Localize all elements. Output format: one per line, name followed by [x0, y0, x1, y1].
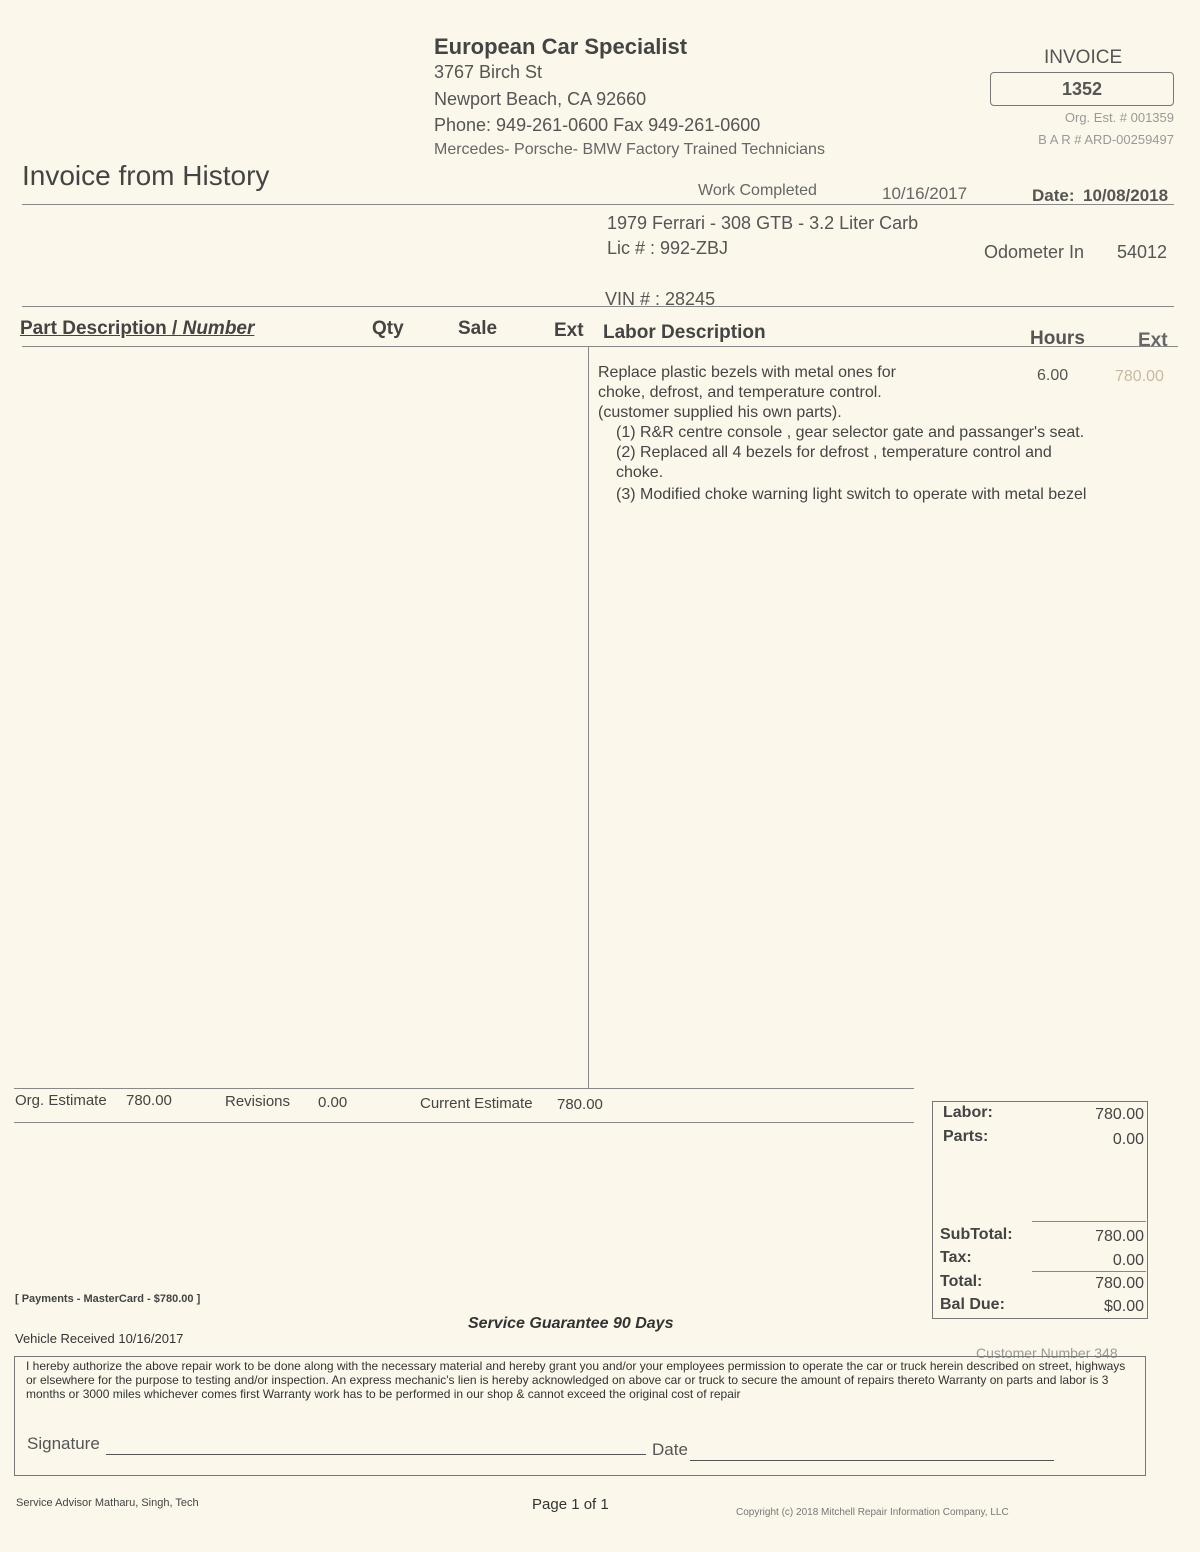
service-guarantee: Service Guarantee 90 Days: [468, 1315, 674, 1332]
document-title: Invoice from History: [22, 160, 270, 191]
subtotal-value: 780.00: [1095, 1228, 1144, 1245]
labor-sub-line: (3) Modified choke warning light switch to operate with metal bezel: [616, 486, 1087, 503]
qty-header: Qty: [372, 318, 404, 339]
parts-total-label: Parts:: [943, 1128, 989, 1145]
org-est-number: Org. Est. # 001359: [1064, 110, 1174, 125]
license-number: Lic # : 992-ZBJ: [607, 238, 729, 258]
date-signature-label: Date: [652, 1440, 688, 1459]
labor-total-label: Labor:: [943, 1104, 993, 1121]
payments-line: [ Payments - MasterCard - $780.00 ]: [15, 1293, 201, 1305]
labor-sub-line: (1) R&R centre console , gear selector gate and passanger's seat.: [616, 424, 1085, 441]
balance-due-value: $0.00: [1103, 1298, 1144, 1315]
date-signature-line[interactable]: [690, 1460, 1054, 1461]
copyright: Copyright (c) 2018 Mitchell Repair Information Company, LLC: [736, 1507, 1009, 1518]
page-number: Page 1 of 1: [532, 1496, 609, 1513]
total-value: 780.00: [1095, 1275, 1144, 1292]
subtotal-rule: [1032, 1221, 1146, 1222]
labor-ext-header: Ext: [1138, 330, 1168, 351]
labor-total-value: 780.00: [1095, 1106, 1144, 1123]
vehicle-description: 1979 Ferrari - 308 GTB - 3.2 Liter Carb: [607, 213, 919, 233]
invoice-label: INVOICE: [1044, 47, 1123, 68]
parts-ext-header: Ext: [554, 320, 584, 341]
customer-number: Customer Number 348: [976, 1345, 1118, 1361]
tax-value: 0.00: [1112, 1252, 1144, 1269]
org-estimate-value: 780.00: [126, 1092, 172, 1109]
vehicle-received: Vehicle Received 10/16/2017: [15, 1331, 184, 1346]
estimate-top-divider: [14, 1088, 914, 1089]
parts-total-value: 0.00: [1112, 1131, 1144, 1148]
invoice-date: 10/08/2018: [1083, 186, 1169, 205]
revisions-label: Revisions: [225, 1093, 291, 1110]
labor-line: Replace plastic bezels with metal ones for: [598, 364, 896, 381]
company-phone-fax: Phone: 949-261-0600 Fax 949-261-0600: [434, 115, 761, 135]
odometer-value: 54012: [1117, 242, 1168, 262]
work-completed-date: 10/16/2017: [882, 184, 968, 203]
signature-line[interactable]: [106, 1454, 646, 1455]
company-city: Newport Beach, CA 92660: [434, 89, 647, 109]
authorization-text: I hereby authorize the above repair work to be done along with the necessary material and hereby grant you and/or your employees permission to operate the car or truck herein described on street, highways or elsewhere for the purpose to testing and/or inspection. An express mechanic's lien is hereby acknowledged on above car or truck to secure the amount of repairs thereto Warranty on parts and labor is 3 months or 3000 miles whichever comes first Warranty work has to be performed in our shop & cannot exceed the original cost of repair: [26, 1359, 1126, 1401]
company-street: 3767 Birch St: [434, 62, 543, 82]
total-label: Total:: [940, 1273, 983, 1290]
labor-line: choke, defrost, and temperature control.: [598, 384, 882, 401]
title-divider: [22, 204, 1174, 205]
labor-ext: 780.00: [1115, 368, 1164, 385]
labor-description-header: Labor Description: [603, 322, 766, 343]
bar-number: B A R # ARD-00259497: [1038, 132, 1174, 147]
invoice-date-label: Date:: [1032, 186, 1075, 205]
org-estimate-label: Org. Estimate: [15, 1092, 107, 1109]
labor-sub-line: choke.: [616, 464, 664, 481]
vin-number: VIN # : 28245: [605, 289, 716, 309]
part-description-header: Part Description: [20, 318, 167, 339]
invoice-number-box: [990, 72, 1174, 106]
column-divider: [588, 346, 589, 1088]
header-divider: [22, 346, 1178, 347]
balance-due-label: Bal Due:: [940, 1296, 1005, 1313]
labor-sub-line: (2) Replaced all 4 bezels for defrost , temperature control and: [616, 444, 1052, 461]
labor-description: [598, 363, 1086, 505]
current-estimate-value: 780.00: [557, 1096, 603, 1113]
total-rule: [1032, 1271, 1146, 1272]
signature-label: Signature: [27, 1434, 100, 1453]
vin-divider: [22, 306, 1174, 307]
part-number-header: Number: [182, 318, 255, 339]
company-tagline: Mercedes- Porsche- BMW Factory Trained Technicians: [434, 141, 825, 158]
labor-line: (customer supplied his own parts).: [598, 404, 842, 421]
current-estimate-label: Current Estimate: [420, 1095, 533, 1112]
subtotal-label: SubTotal:: [940, 1226, 1013, 1243]
odometer-label: Odometer In: [984, 242, 1085, 262]
revisions-value: 0.00: [318, 1094, 348, 1111]
invoice-number: 1352: [1061, 79, 1103, 99]
labor-hours: 6.00: [1037, 367, 1069, 384]
part-header-slash: /: [166, 318, 183, 339]
parts-header: [20, 318, 254, 340]
hours-header: Hours: [1030, 328, 1085, 349]
sale-header: Sale: [458, 318, 498, 339]
estimate-bottom-divider: [14, 1122, 914, 1123]
work-completed-label: Work Completed: [698, 182, 817, 199]
company-name: European Car Specialist: [434, 34, 688, 59]
tax-label: Tax:: [940, 1249, 972, 1266]
service-advisor: Service Advisor Matharu, Singh, Tech: [16, 1497, 199, 1509]
